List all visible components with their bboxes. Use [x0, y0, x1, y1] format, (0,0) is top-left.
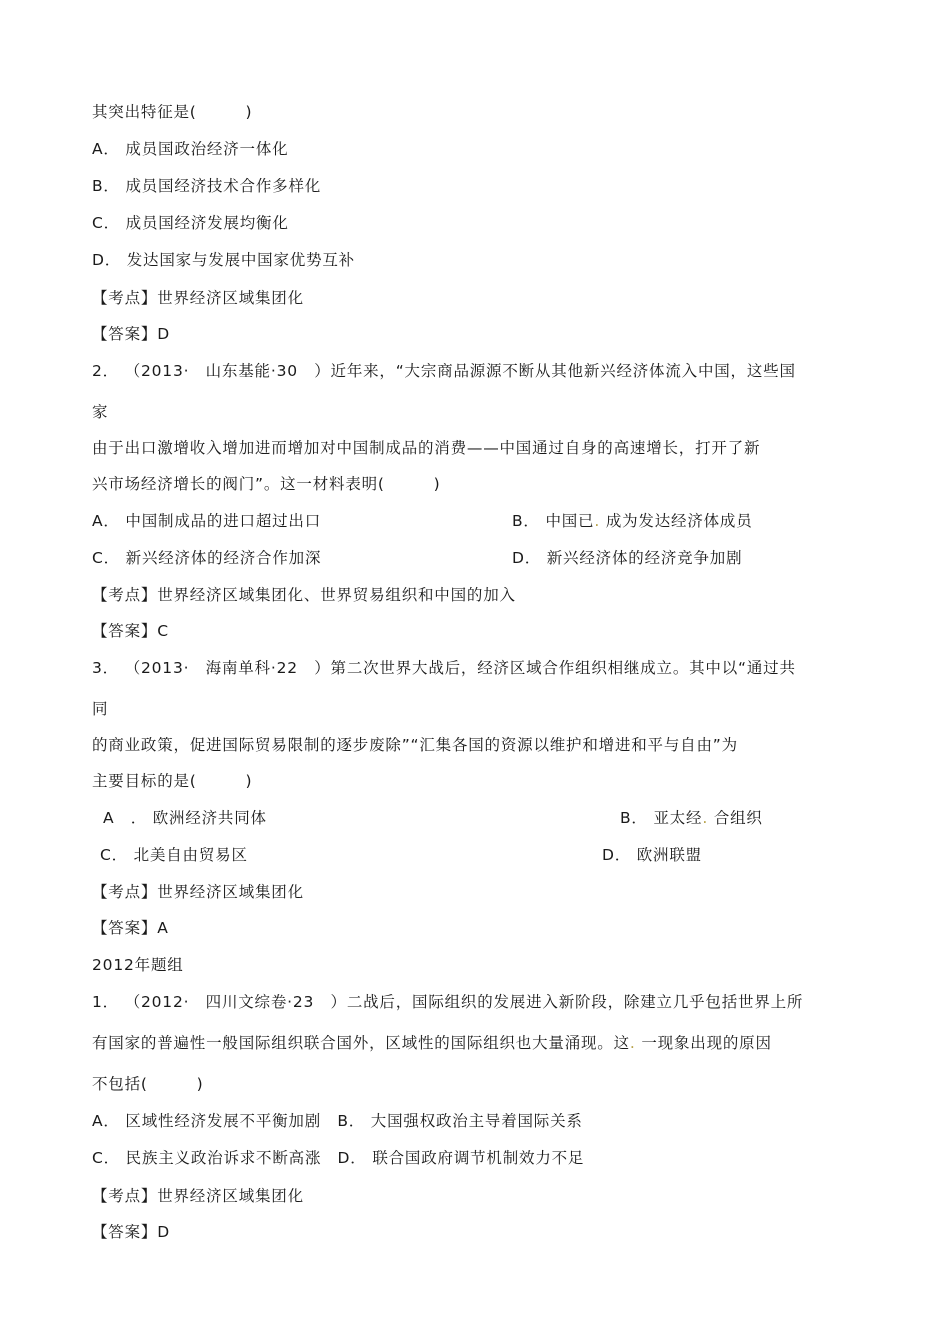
question-2-option-d: D． 新兴经济体的经济竞争加剧 — [512, 549, 743, 567]
question-3-line-1: 3． （2013· 海南单科·22 ）第二次世界大战后，经济区域合作组织相继成立。其中以“通过共 — [92, 659, 796, 677]
question-3-answer: 【答案】A — [92, 919, 169, 937]
group-2012-heading: 2012年题组 — [92, 956, 184, 974]
option-a: A． 成员国政治经济一体化 — [92, 140, 289, 158]
question-2-option-a: A． 中国制成品的进口超过出口 — [92, 512, 322, 530]
question-2012-1-line-3: 不包括( ) — [92, 1075, 204, 1093]
answer-label: 【答案】D — [92, 325, 170, 343]
option-b: B． 成员国经济技术合作多样化 — [92, 177, 322, 195]
question-2012-1-options-cd: C． 民族主义政治诉求不断高涨 D． 联合国政府调节机制效力不足 — [92, 1149, 585, 1167]
question-3-kaodian: 【考点】世界经济区域集团化 — [92, 883, 304, 901]
question-2-line-1: 2． （2013· 山东基能·30 ）近年来，“大宗商品源源不断从其他新兴经济体流入中国，这些国 — [92, 362, 796, 380]
question-3-option-b: B． 亚太经. 合组织 — [620, 809, 763, 827]
option-c: C． 成员国经济发展均衡化 — [92, 214, 289, 232]
question-2-line-2: 由于出口激增收入增加进而增加对中国制成品的消费——中国通过自身的高速增长，打开了新 — [92, 439, 761, 457]
question-3-option-c: C． 北美自由贸易区 — [100, 846, 248, 864]
question-2012-1-line-1: 1． （2012· 四川文综卷·23 ）二战后，国际组织的发展进入新阶段，除建立几乎包括世界上所 — [92, 993, 804, 1011]
kaodian-label: 【考点】世界经济区域集团化 — [92, 289, 304, 307]
question-3-option-d: D． 欧洲联盟 — [602, 846, 702, 864]
question-stem-tail: 其突出特征是( ) — [92, 103, 253, 121]
question-2-answer: 【答案】C — [92, 622, 169, 640]
question-3-line-2: 的商业政策，促进国际贸易限制的逐步废除”“汇集各国的资源以维护和增进和平与自由”为 — [92, 736, 738, 754]
question-2012-1-kaodian: 【考点】世界经济区域集团化 — [92, 1187, 304, 1205]
question-2-option-b: B． 中国已. 成为发达经济体成员 — [512, 512, 753, 530]
question-2-kaodian: 【考点】世界经济区域集团化、世界贸易组织和中国的加入 — [92, 586, 516, 604]
question-2012-1-line-2: 有国家的普遍性一般国际组织联合国外，区域性的国际组织也大量涌现。这. 一现象出现的原因 — [92, 1034, 772, 1052]
option-d: D． 发达国家与发展中国家优势互补 — [92, 251, 355, 269]
question-3-line-1b: 同 — [92, 700, 109, 718]
question-3-option-a: A ． 欧洲经济共同体 — [103, 809, 267, 827]
question-2-option-c: C． 新兴经济体的经济合作加深 — [92, 549, 322, 567]
question-2012-1-answer: 【答案】D — [92, 1223, 170, 1241]
question-2-line-1b: 家 — [92, 403, 109, 421]
question-3-line-3: 主要目标的是( ) — [92, 772, 253, 790]
question-2012-1-options-ab: A． 区域性经济发展不平衡加剧 B． 大国强权政治主导着国际关系 — [92, 1112, 583, 1130]
question-2-line-3: 兴市场经济增长的阀门”。这一材料表明( ) — [92, 475, 441, 493]
